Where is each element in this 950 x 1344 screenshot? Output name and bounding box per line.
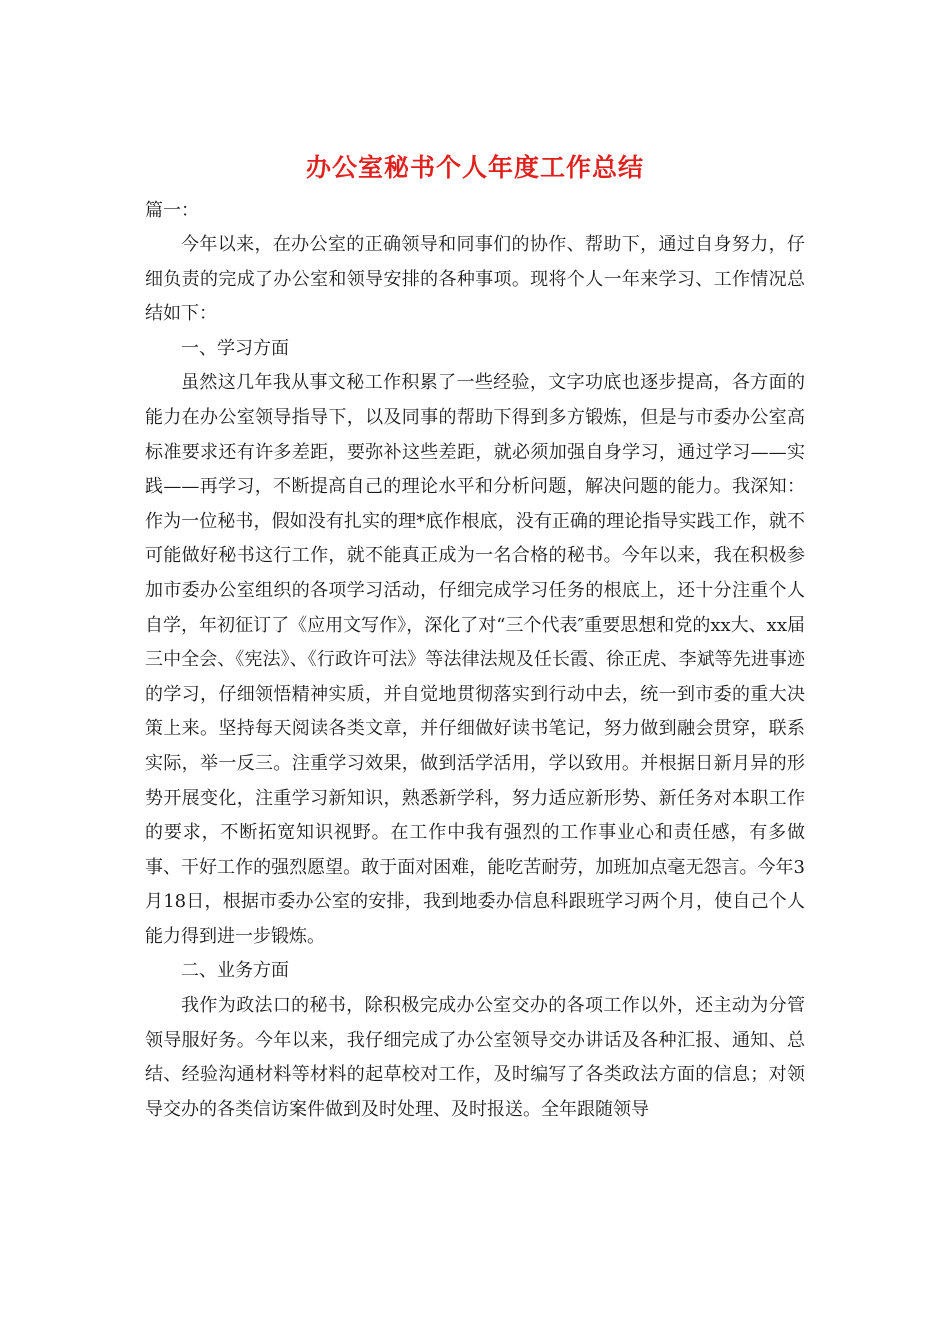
section-body-study: 虽然这几年我从事文秘工作积累了一些经验，文字功底也逐步提高，各方面的能力在办公室领导指导下，以及同事的帮助下得到多方锻炼，但是与市委办公室高标准要求还有许多差距，要弥补这些差距，就必须加强自身学习，通过学习——实践——再学习，不断提高自己的理论水平和分析问题，解决问题的能力。我深知：作为一位秘书，假如没有扎实的理*底作根底，没有正确的理论指导实践工作，就不可能做好秘书这行工作，就不能真正成为一名合格的秘书。今年以来，我在积极参加市委办公室组织的各项学习活动，仔细完成学习任务的根底上，还十分注重个人自学，年初征订了《应用文写作》，深化了对“三个代表″重要思想和党的xx大、xx届三中全会、《宪法》、《行政许可法》等法律法规及任长霞、徐正虎、李斌等先进事迹的学习，仔细领悟精神实质，并自觉地贯彻落实到行动中去，统一到市委的重大决策上来。坚持每天阅读各类文章，并仔细做好读书笔记，努力做到融会贯穿，联系实际，举一反三。注重学习效果，做到活学活用，学以致用。并根据日新月异的形势开展变化，注重学习新知识，熟悉新学科，努力适应新形势、新任务对本职工作的要求，不断拓宽知识视野。在工作中我有强烈的工作事业心和责任感，有多做事、干好工作的强烈愿望。敢于面对困难，能吃苦耐劳，加班加点毫无怨言。今年3月18日，根据市委办公室的安排，我到地委办信息科跟班学习两个月，使自己个人能力得到进一步锻炼。 bbox=[145, 372, 805, 947]
section-heading-business: 二、业务方面 bbox=[181, 960, 289, 982]
intro-paragraph: 今年以来，在办公室的正确领导和同事们的协作、帮助下，通过自身努力，仔细负责的完成了办公室和领导安排的各种事项。现将个人一年来学习、工作情况总结如下： bbox=[145, 234, 805, 325]
section-heading-study: 一、学习方面 bbox=[181, 337, 289, 359]
section-body-business: 我作为政法口的秘书，除积极完成办公室交办的各项工作以外，还主动为分管领导服好务。今年以来，我仔细完成了办公室领导交办讲话及各种汇报、通知、总结、经验沟通材料等材料的起草校对工作，及时编写了各类政法方面的信息；对领导交办的各类信访案件做到及时处理、及时报送。全年跟随领导 bbox=[145, 995, 805, 1120]
part-label: 篇一： bbox=[145, 200, 199, 221]
document-title: 办公室秘书个人年度工作总结 bbox=[305, 153, 644, 182]
document-page bbox=[145, 148, 805, 1127]
